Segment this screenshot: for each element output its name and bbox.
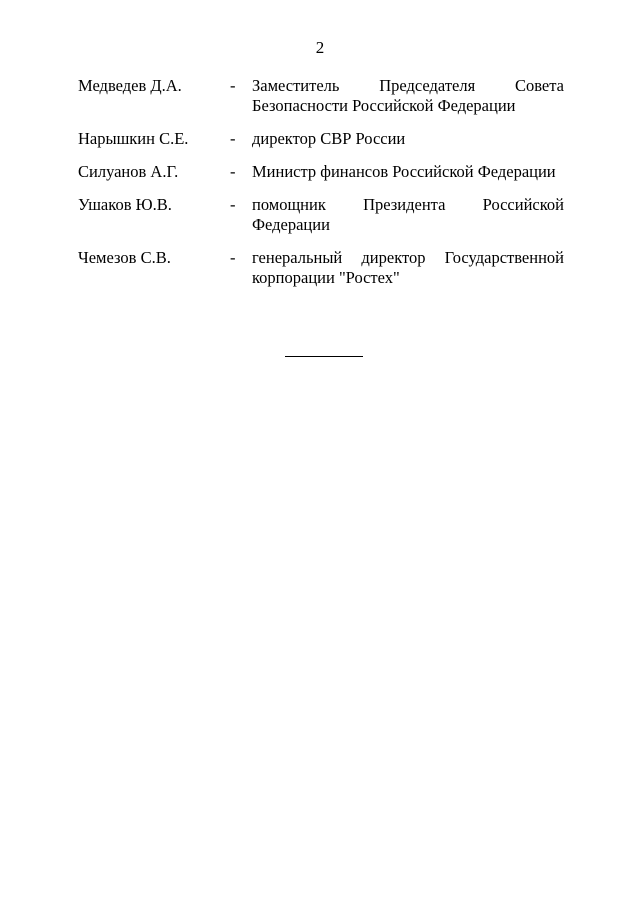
list-item [78, 76, 564, 116]
page-number: 2 [315, 38, 325, 57]
list-item [78, 162, 564, 182]
person-position: Министр финансов Российской Федерации [252, 162, 556, 181]
end-rule-divider [285, 356, 363, 357]
dash-separator: - [230, 162, 236, 181]
list-item [78, 195, 564, 235]
dash-separator: - [230, 195, 236, 214]
person-position: помощник Президента Российской Федерации [252, 195, 564, 234]
person-name: Нарышкин С.Е. [78, 129, 189, 148]
person-position: Заместитель Председателя Совета Безопасности Российской Федерации [252, 76, 564, 115]
attendee-list [78, 76, 564, 301]
person-position: генеральный директор Государственной корпорации "Ростех" [252, 248, 564, 287]
person-position: директор СВР России [252, 129, 406, 148]
dash-separator: - [230, 129, 236, 148]
dash-separator: - [230, 248, 236, 267]
person-name: Силуанов А.Г. [78, 162, 179, 181]
person-name: Ушаков Ю.В. [78, 195, 172, 214]
list-item [78, 129, 564, 149]
dash-separator: - [230, 76, 236, 95]
person-name: Чемезов С.В. [78, 248, 171, 267]
person-name: Медведев Д.А. [78, 76, 182, 95]
list-item [78, 248, 564, 288]
